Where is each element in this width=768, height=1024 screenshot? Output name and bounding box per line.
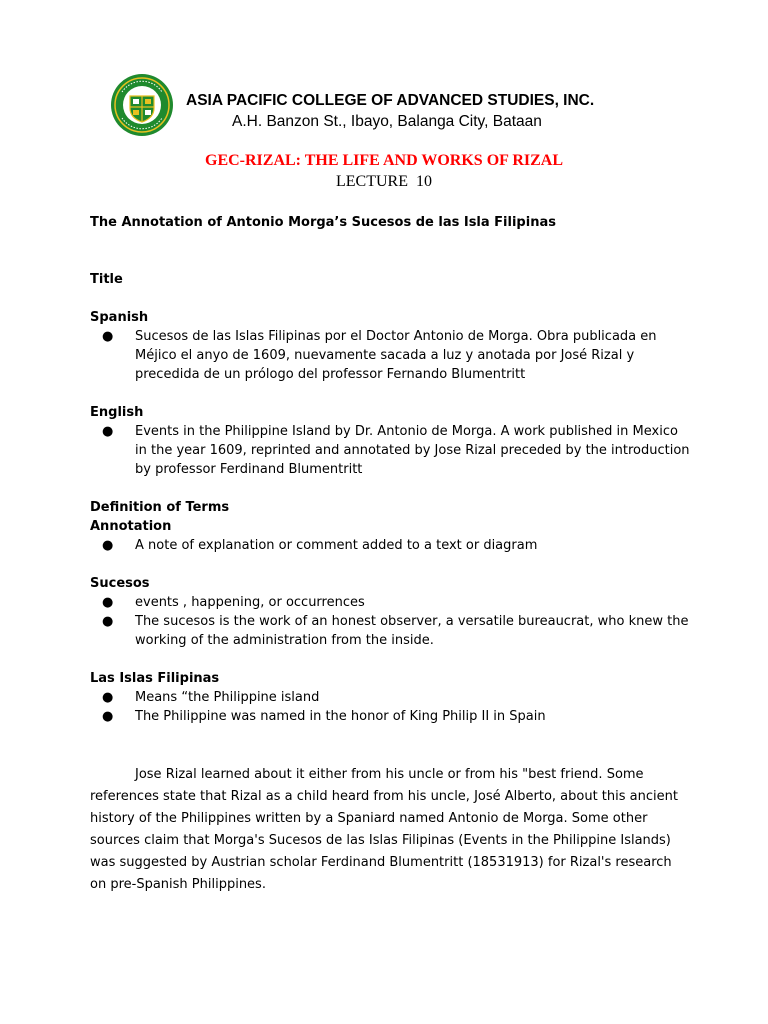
- list-item-text: Means “the Philippine island: [135, 690, 320, 705]
- list-item: ● Sucesos de las Islas Filipinas por el Doctor Antonio de Morga. Obra publicada en Méjico el anyo de 1609, nuevamente sacada a luz y anotada por José Rizal y precedida de un prólogo del professor Fernando Blumentritt: [102, 329, 657, 382]
- list-item: ● Means “the Philippine island: [102, 690, 320, 705]
- annotation-list: [90, 536, 690, 555]
- spanish-label: Spanish: [90, 310, 149, 325]
- title-label: Title: [90, 272, 123, 287]
- sucesos-list: [90, 593, 690, 650]
- spanish-list: [90, 327, 690, 384]
- list-item-text: Sucesos de las Islas Filipinas por el Doctor Antonio de Morga. Obra publicada en Méjico el anyo de 1609, nuevamente sacada a luz y anotada por José Rizal y precedida de un prólogo del professor Fernando Blumentritt: [135, 329, 657, 382]
- list-item-text: The Philippine was named in the honor of King Philip II in Spain: [135, 709, 546, 724]
- english-label: English: [90, 405, 144, 420]
- list-item-text: The sucesos is the work of an honest observer, a versatile bureaucrat, who knew the working of the administration from the inside.: [135, 614, 689, 648]
- list-item: ● events , happening, or occurrences: [102, 595, 365, 610]
- las-islas-label: Las Islas Filipinas: [90, 671, 220, 686]
- english-list: [90, 422, 690, 479]
- las-islas-list: [90, 688, 690, 726]
- list-item: ● A note of explanation or comment added to a text or diagram: [102, 538, 538, 553]
- list-item-text: Events in the Philippine Island by Dr. Antonio de Morga. A work published in Mexico in the year 1609, reprinted and annotated by Jose Rizal preceded by the introduction by professor Ferdinand Blumentritt: [135, 424, 690, 477]
- body-paragraph: Jose Rizal learned about it either from his uncle or from his "best friend. Some references state that Rizal as a child heard from his uncle, José Alberto, about this ancient history of the Philippines written by a Spaniard named Antonio de Morga. Some other sources claim that Morga's Sucesos de las Islas Filipinas (Events in the Philippine Islands) was suggested by Austrian scholar Ferdinand Blumentritt (18531913) for Rizal's research on pre-Spanish Philippines.: [90, 767, 678, 892]
- lecture-number: LECTURE 10: [336, 173, 432, 190]
- school-name: ASIA PACIFIC COLLEGE OF ADVANCED STUDIES, INC.: [186, 92, 595, 109]
- list-item: ● The sucesos is the work of an honest observer, a versatile bureaucrat, who knew the working of the administration from the inside.: [102, 614, 689, 648]
- course-title: GEC-RIZAL: THE LIFE AND WORKS OF RIZAL: [205, 152, 563, 169]
- college-seal-icon: [110, 72, 174, 138]
- school-address: A.H. Banzon St., Ibayo, Balanga City, Bataan: [232, 113, 542, 130]
- list-item-text: A note of explanation or comment added to a text or diagram: [135, 538, 538, 553]
- annotation-label: Annotation: [90, 519, 172, 534]
- list-item: ● Events in the Philippine Island by Dr. Antonio de Morga. A work published in Mexico in the year 1609, reprinted and annotated by Jose Rizal preceded by the introduction by professor Ferdinand Blumentritt: [102, 424, 690, 477]
- sucesos-label: Sucesos: [90, 576, 150, 591]
- definitions-heading: Definition of Terms: [90, 500, 230, 515]
- list-item-text: events , happening, or occurrences: [135, 595, 365, 610]
- list-item: ● The Philippine was named in the honor of King Philip II in Spain: [102, 709, 546, 724]
- main-heading: The Annotation of Antonio Morga’s Sucesos de las Isla Filipinas: [90, 215, 556, 230]
- document-body: [90, 213, 690, 896]
